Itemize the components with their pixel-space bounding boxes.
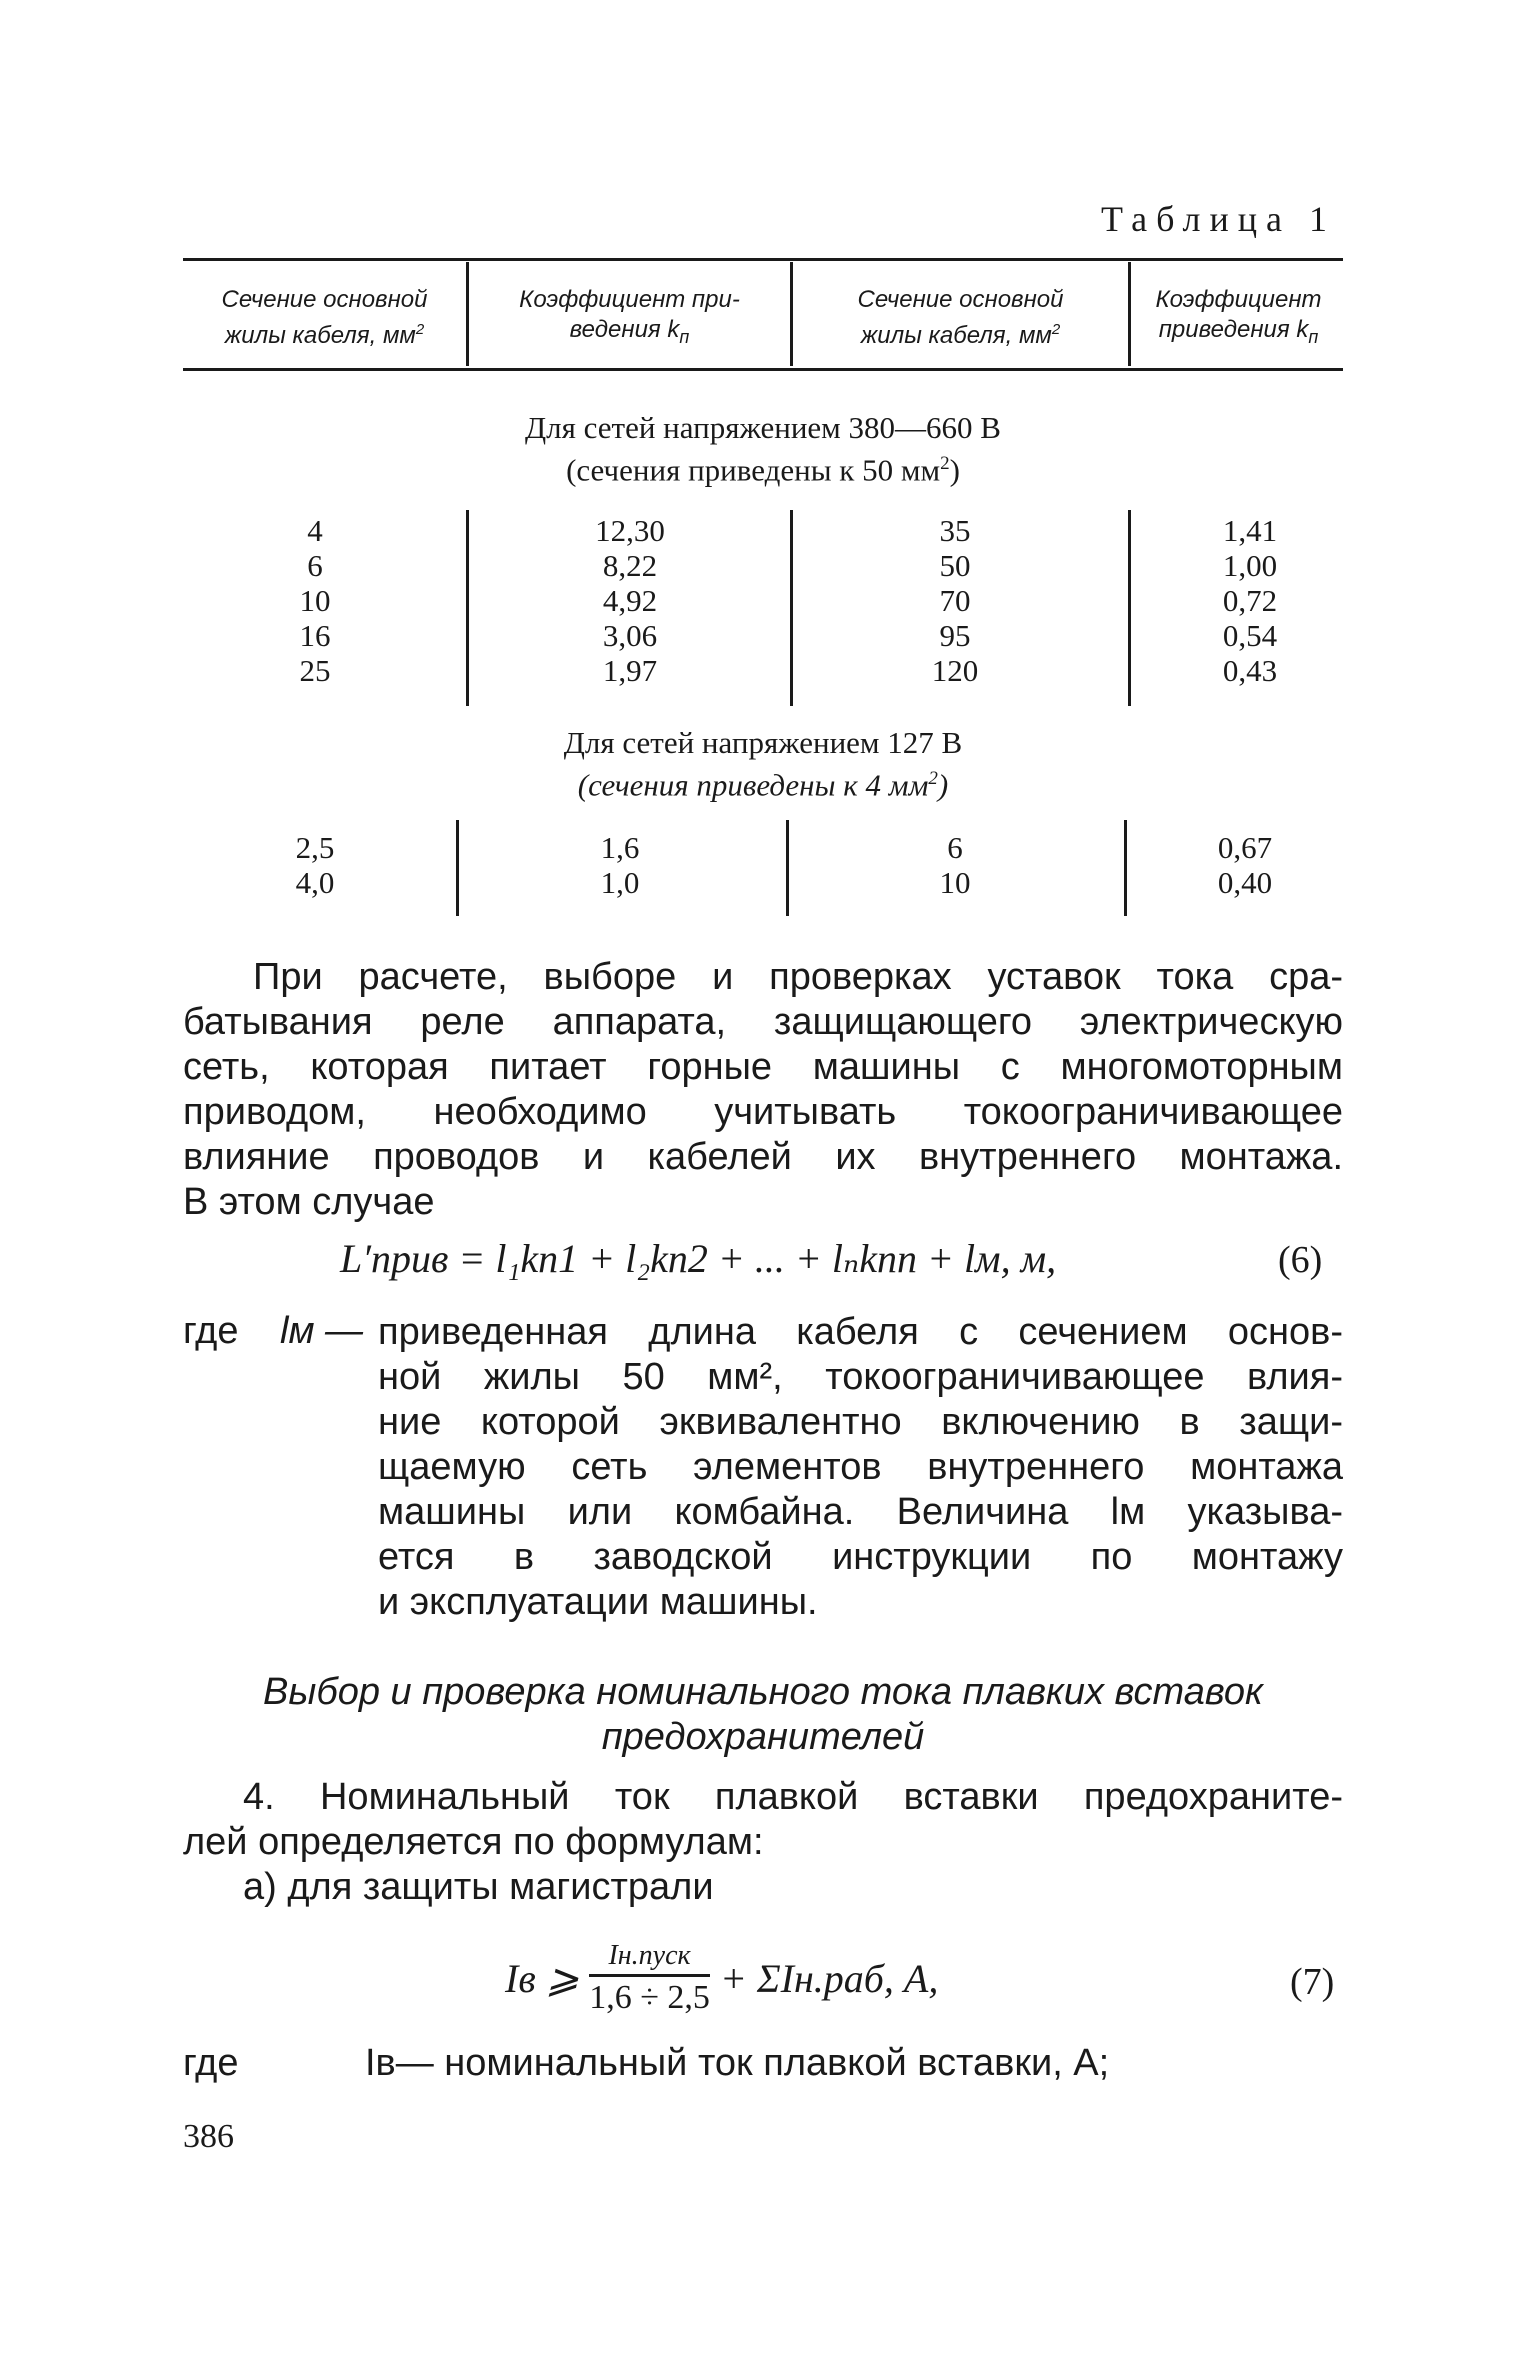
item-a: а) для защиты магистрали: [243, 1866, 714, 1908]
where-symbol-1: lм —: [280, 1310, 364, 1352]
paragraph-1: При расчете, выборе и проверках уставок тока сра- батывания реле аппарата, защищающего электрическую сеть, которая питает горные машины с многомоторным приводом, необходимо учитывать токоограничивающее влияние проводов и кабелей их внутреннего монтажа. В этом случае: [183, 956, 1343, 1223]
group1-col2: 12,30 8,22 4,92 3,06 1,97: [595, 513, 665, 688]
header-col1: Сечение основной жилы кабеля, $мм^2$: [221, 286, 428, 349]
header-col3: Сечение основной жилы кабеля, $мм^2$: [857, 286, 1064, 349]
group1-col4: 1,41 1,00 0,72 0,54 0,43: [1222, 513, 1278, 688]
table-header-rule: [183, 368, 1343, 371]
group2-col4: 0,67 0,40: [1217, 830, 1273, 900]
group2-col3: 6 10: [939, 830, 971, 900]
paragraph-2: 4. Номинальный ток плавкой вставки предохраните- лей определяется по формулам:: [183, 1776, 1343, 1863]
header-col4: Коэффициент приведения $k_п$: [1155, 286, 1322, 347]
group2-separator-3: [1124, 820, 1127, 916]
group1-col3: 35 50 70 95 120: [931, 513, 979, 688]
definition-lm: приведенная длина кабеля с сечением основ- ной жилы 50 мм², токоограничивающее влия- ние которой эквивалентно включению в защи- щаемую сеть элементов внутреннего монтажа машины или комбайна. Величина lм указыва- ется в заводской инструкции по монтажу и эксплуатации машины.: [378, 1311, 1343, 1623]
table-caption: Таблица 1: [1101, 199, 1336, 239]
table-top-rule: [183, 258, 1343, 261]
where-word-2: где: [183, 2042, 239, 2084]
formula-6: L′прив = l₁kп1 + l₂kп2 + ... + lₙkпn + lм, м,: [340, 1236, 1057, 1281]
group2-separator-1: [456, 820, 459, 916]
group2-col1: 2,5 4,0: [295, 830, 335, 900]
group2-title: Для сетей напряжением 127 В (сечения приведены к 4 $мм^2$): [563, 725, 963, 803]
formula-6-number: (6): [1278, 1239, 1323, 1281]
group2-col2: 1,6 1,0: [600, 830, 640, 900]
formula-7-fraction: $\frac{\text{Iн.пуск}}{1,6 \div 2,5}$: [589, 1940, 710, 2016]
group1-separator-2: [790, 510, 793, 706]
page-number: 386: [183, 2118, 234, 2155]
group2-separator-2: [786, 820, 789, 916]
where-word-1: где: [183, 1310, 239, 1352]
formula-7-number: (7): [1290, 1961, 1335, 2003]
section-title: Выбор и проверка номинального тока плавких вставок предохранителей: [263, 1671, 1263, 1758]
group1-separator-3: [1128, 510, 1131, 706]
group1-col1: 4 6 10 16 25: [299, 513, 331, 688]
group1-separator-1: [466, 510, 469, 706]
group1-title: Для сетей напряжением 380—660 В (сечения приведены к 50 $мм^2$): [525, 410, 1001, 488]
header-col2: Коэффициент при- ведения $k_п$: [519, 286, 740, 347]
definition-iv: Iв— номинальный ток плавкой вставки, А;: [365, 2042, 1110, 2084]
formula-7: Iв ⩾ $\frac{\text{Iн.пуск}}{1,6 \div 2,5}$ + ΣIн.раб, A,: [505, 1940, 939, 2016]
